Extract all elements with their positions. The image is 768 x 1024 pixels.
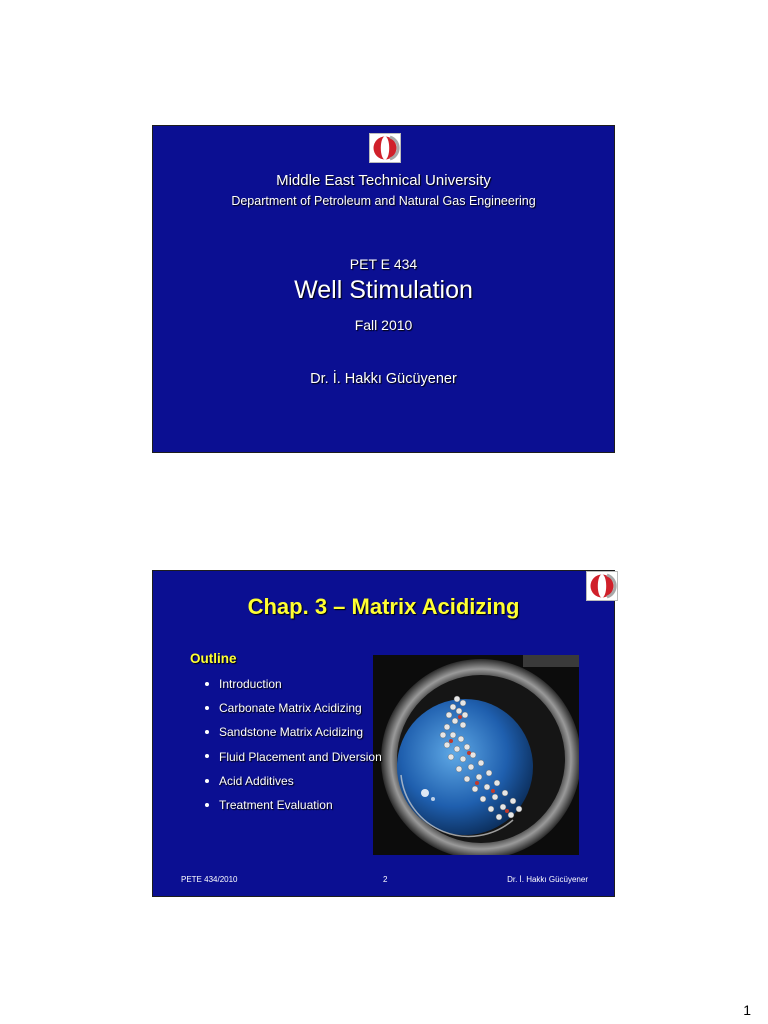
university-name: Middle East Technical University <box>276 172 491 189</box>
footer-slide-number: 2 <box>383 875 388 884</box>
page-number: 1 <box>743 1002 751 1018</box>
list-item: Introduction <box>203 677 382 701</box>
course-code: PET E 434 <box>349 256 418 272</box>
footer-course: PETE 434/2010 <box>181 875 238 884</box>
list-item: Carbonate Matrix Acidizing <box>203 701 382 725</box>
bullet-icon <box>205 803 209 807</box>
list-item: Acid Additives <box>203 774 382 798</box>
bullet-icon <box>205 682 209 686</box>
chapter-title: Chap. 3 – Matrix Acidizing <box>247 594 520 619</box>
university-logo-icon <box>369 133 401 163</box>
footer-author: Dr. İ. Hakkı Gücüyener <box>507 875 588 884</box>
course-term: Fall 2010 <box>354 317 413 333</box>
course-title: Well Stimulation <box>294 276 473 304</box>
instructor-name: Dr. İ. Hakkı Gücüyener <box>310 371 457 387</box>
outline-heading: Outline <box>190 651 237 666</box>
bullet-icon <box>205 754 209 758</box>
wormhole-lens-illustration <box>373 655 579 855</box>
department-name: Department of Petroleum and Natural Gas Engineering <box>231 194 536 208</box>
list-item: Treatment Evaluation <box>203 798 382 822</box>
bullet-icon <box>205 706 209 710</box>
list-item: Sandstone Matrix Acidizing <box>203 725 382 749</box>
outline-list <box>203 677 382 822</box>
bullet-icon <box>205 730 209 734</box>
list-item: Fluid Placement and Diversion <box>203 750 382 774</box>
title-slide <box>152 125 615 453</box>
outline-slide <box>152 570 615 897</box>
bullet-icon <box>205 779 209 783</box>
